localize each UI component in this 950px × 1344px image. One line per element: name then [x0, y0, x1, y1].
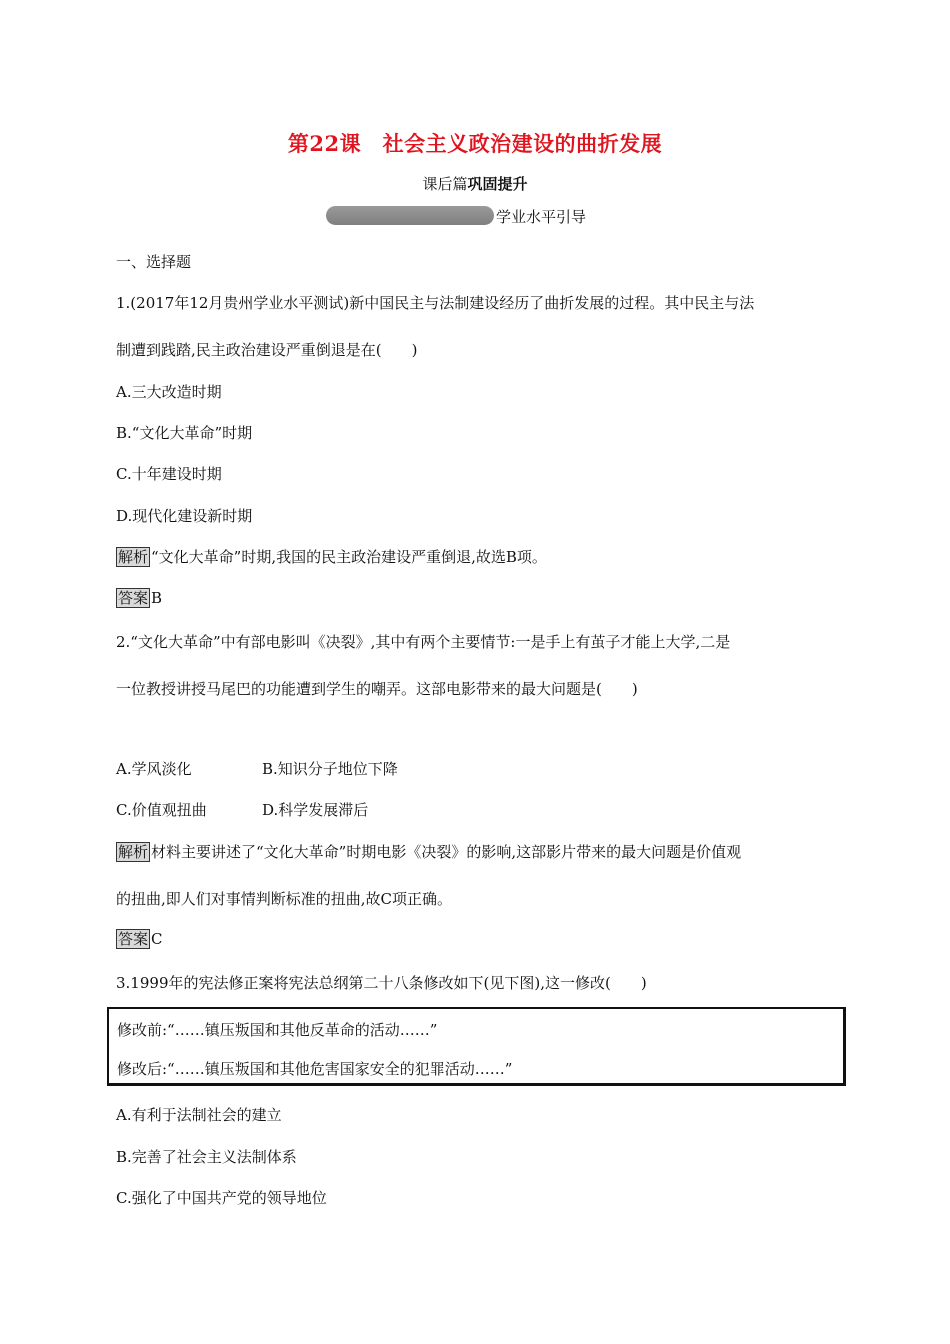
q1-option-d: D.现代化建设新时期	[116, 507, 253, 525]
q3-option-c: C.强化了中国共产党的领导地位	[116, 1189, 327, 1207]
amendment-before: 修改前:“……镇压叛国和其他反革命的活动……”	[117, 1021, 438, 1039]
subtitle-normal: 课后篇	[422, 175, 468, 193]
amendment-quote-box	[107, 1007, 846, 1086]
q2-option-c: C.价值观扭曲	[116, 801, 207, 819]
q1-analysis-text: “文化大革命”时期,我国的民主政治建设严重倒退,故选B项。	[151, 548, 547, 566]
q1-analysis	[116, 546, 547, 567]
q1-answer-text: B	[151, 589, 163, 607]
answer-tag: 答案	[118, 930, 149, 948]
q1-option-a: A.三大改造时期	[116, 383, 222, 401]
section-banner-label: 学业水平引导	[496, 208, 587, 226]
q1-stem-line2: 制遭到践踏,民主政治建设严重倒退是在( )	[116, 341, 418, 359]
q2-option-d: D.科学发展滞后	[262, 801, 369, 819]
q1-option-b: B.“文化大革命”时期	[116, 424, 253, 442]
q2-option-a: A.学风淡化	[116, 760, 192, 778]
q2-analysis-text: 材料主要讲述了“文化大革命”时期电影《决裂》的影响,这部影片带来的最大问题是价值观	[151, 843, 742, 861]
q1-option-c: C.十年建设时期	[116, 465, 222, 483]
section-heading: 一、选择题	[116, 253, 192, 271]
q2-analysis-line2: 的扭曲,即人们对事情判断标准的扭曲,故C项正确。	[116, 890, 453, 908]
section-banner-bar	[326, 206, 494, 225]
q2-stem-line1: 2.“文化大革命”中有部电影叫《决裂》,其中有两个主要情节:一是手上有茧子才能上大学,二是	[116, 633, 731, 651]
q2-analysis-line1	[116, 841, 741, 862]
page-subtitle	[0, 173, 950, 194]
analysis-tag: 解析	[118, 843, 149, 861]
q2-option-b: B.知识分子地位下降	[262, 760, 398, 778]
answer-tag: 答案	[118, 589, 149, 607]
q3-option-b: B.完善了社会主义法制体系	[116, 1148, 297, 1166]
subtitle-bold: 巩固提升	[467, 175, 528, 193]
page-title: 第22课 社会主义政治建设的曲折发展	[287, 131, 663, 156]
q3-option-a: A.有利于法制社会的建立	[116, 1106, 282, 1124]
analysis-tag: 解析	[118, 548, 149, 566]
q2-answer-text: C	[151, 930, 163, 948]
q3-stem: 3.1999年的宪法修正案将宪法总纲第二十八条修改如下(见下图),这一修改( )	[116, 974, 647, 992]
q2-stem-line2: 一位教授讲授马尾巴的功能遭到学生的嘲弄。这部电影带来的最大问题是( )	[116, 680, 638, 698]
q1-answer	[116, 588, 162, 608]
amendment-after: 修改后:“……镇压叛国和其他危害国家安全的犯罪活动……”	[117, 1060, 513, 1078]
q2-answer	[116, 929, 163, 949]
q1-stem-line1: 1.(2017年12月贵州学业水平测试)新中国民主与法制建设经历了曲折发展的过程。其中民主与法	[116, 294, 755, 312]
